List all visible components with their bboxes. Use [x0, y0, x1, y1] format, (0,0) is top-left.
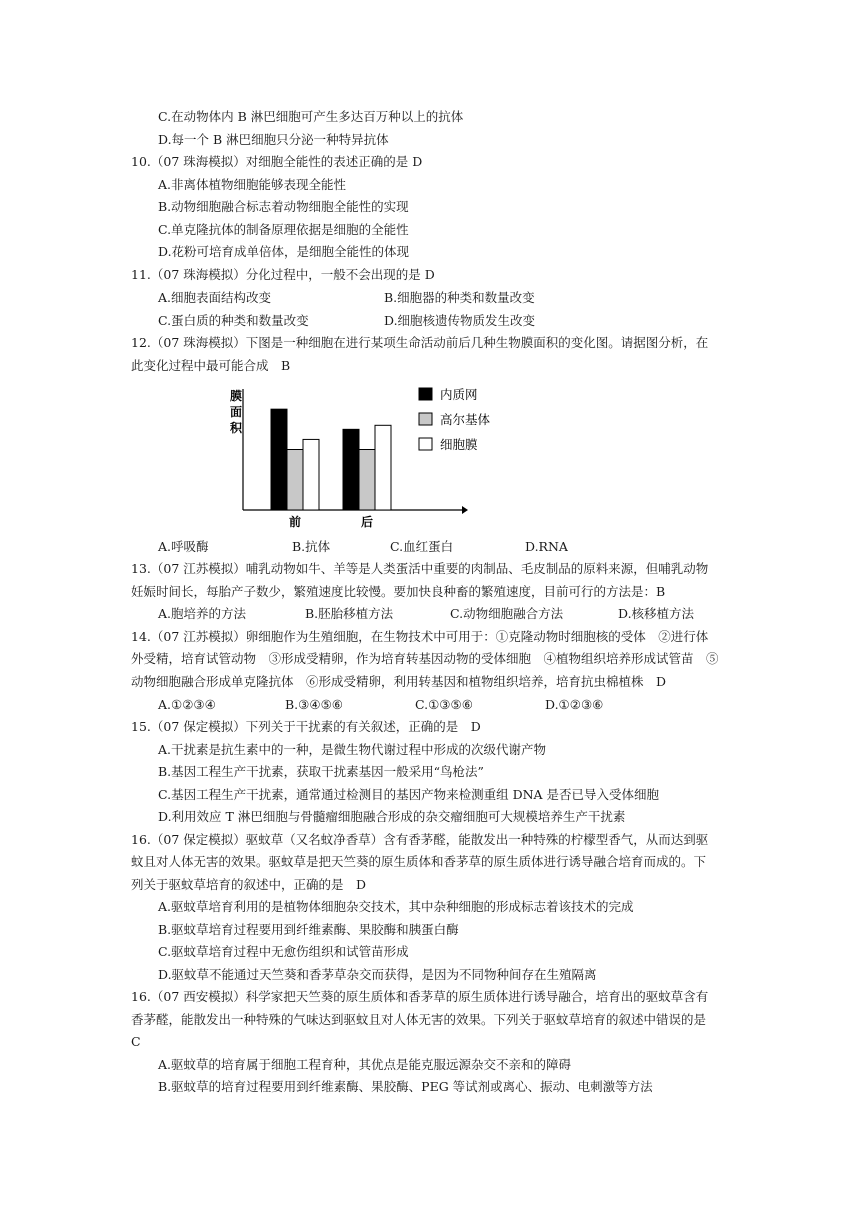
text-line: A.非离体植物细胞能够表现全能性 — [158, 177, 347, 192]
y-axis-label-1: 膜 — [230, 389, 243, 403]
option: D.细胞核遗传物质发生改变 — [384, 313, 536, 328]
question-12: 12.（07 珠海模拟）下图是一种细胞在进行某项生命活动前后几种生物膜面积的变化图。请据图分析，在 — [131, 335, 709, 350]
text-line: C.单克隆抗体的制备原理依据是细胞的全能性 — [158, 222, 409, 237]
bar-内质网-前 — [271, 409, 287, 510]
text-line: D.驱蚊草不能通过天竺葵和香茅草杂交而获得，是因为不同物种间存在生殖隔离 — [158, 967, 597, 982]
text-line: D.花粉可培育成单倍体，是细胞全能性的体现 — [158, 244, 410, 259]
bar-细胞膜-后 — [375, 425, 391, 510]
legend-swatch — [419, 438, 432, 450]
text-line: 外受精，培育试管动物 ③形成受精卵，作为培育转基因动物的受体细胞 ④植物组织培养形成试管苗 ⑤ — [131, 651, 719, 666]
option: B.胚胎移植方法 — [305, 606, 394, 621]
bar-高尔基体-后 — [359, 450, 375, 511]
question-10: 10.（07 珠海模拟）对细胞全能性的表述正确的是 D — [131, 154, 423, 169]
option: D.核移植方法 — [618, 606, 695, 621]
text-line: A.干扰素是抗生素中的一种，是微生物代谢过程中形成的次级代谢产物 — [158, 742, 547, 757]
option: D.①②③⑥ — [545, 697, 604, 712]
membrane-area-chart — [222, 378, 502, 530]
text-line: C.基因工程生产干扰素，通常通过检测目的基因产物来检测重组 DNA 是否已导入受体细胞 — [158, 787, 660, 802]
text-line: 香茅醛，能散发出一种特殊的气味达到驱蚊且对人体无害的效果。下列关于驱蚊草培育的叙述中错误的是 — [131, 1012, 707, 1027]
question-16: 16.（07 保定模拟）驱蚊草（又名蚊净香草）含有香茅醛，能散发出一种特殊的柠檬型香气，从而达到驱 — [131, 832, 709, 847]
text-line: D.利用效应 T 淋巴细胞与骨髓瘤细胞融合形成的杂交瘤细胞可大规模培养生产干扰素 — [158, 809, 626, 824]
option: A.细胞表面结构改变 — [158, 290, 272, 305]
legend-swatch — [419, 413, 432, 425]
text-line: 列关于驱蚊草培育的叙述中，正确的是 D — [131, 877, 367, 892]
text-line: 此变化过程中最可能合成 B — [131, 358, 291, 373]
question-16b: 16.（07 西安模拟）科学家把天竺葵的原生质体和香茅草的原生质体进行诱导融合，培育出的驱蚊草含有 — [131, 989, 709, 1004]
bar-内质网-后 — [343, 429, 359, 510]
text-line: C — [131, 1034, 141, 1049]
bar-高尔基体-前 — [287, 450, 303, 511]
text-line: A.驱蚊草培育利用的是植物体细胞杂交技术，其中杂种细胞的形成标志着该技术的完成 — [158, 899, 634, 914]
x-axis-arrow — [462, 506, 468, 514]
legend-label: 细胞膜 — [440, 437, 478, 452]
option: B.细胞器的种类和数量改变 — [384, 290, 535, 305]
option: D.RNA — [525, 539, 568, 554]
option: C.①③⑤⑥ — [415, 697, 473, 712]
option: C.动物细胞融合方法 — [450, 606, 564, 621]
legend-label: 内质网 — [440, 387, 478, 402]
bar-细胞膜-前 — [303, 439, 319, 510]
text-line: A.驱蚊草的培育属于细胞工程育种，其优点是能克服远源杂交不亲和的障碍 — [158, 1057, 572, 1072]
x-tick-label: 前 — [288, 515, 302, 529]
text-line: C.在动物体内 B 淋巴细胞可产生多达百万种以上的抗体 — [158, 109, 464, 124]
question-14: 14.（07 江苏模拟）卵细胞作为生殖细胞，在生物技术中可用于：①克隆动物时细胞核的受体 ②进行体 — [131, 629, 709, 644]
question-11: 11.（07 珠海模拟）分化过程中，一般不会出现的是 D — [131, 267, 435, 282]
y-axis-label-3: 积 — [230, 421, 243, 435]
text-line: B.驱蚊草培育过程要用到纤维素酶、果胶酶和胰蛋白酶 — [158, 922, 459, 937]
option: A.胞培养的方法 — [158, 606, 247, 621]
question-13: 13.（07 江苏模拟）哺乳动物如牛、羊等是人类蛋活中重要的肉制品、毛皮制品的原料来源，但哺乳动物 — [131, 561, 709, 576]
text-line: B.驱蚊草的培育过程要用到纤维素酶、果胶酶、PEG 等试剂或离心、振动、电刺激等方法 — [158, 1079, 653, 1094]
text-line: C.驱蚊草培育过程中无愈伤组织和试管苗形成 — [158, 944, 409, 959]
option: A.①②③④ — [158, 697, 216, 712]
option: A.呼吸酶 — [158, 539, 209, 554]
text-line: 动物细胞融合形成单克隆抗体 ⑥形成受精卵，利用转基因和植物组织培养，培育抗虫棉植株 D — [131, 674, 667, 689]
option: C.血红蛋白 — [390, 539, 454, 554]
text-line: B.基因工程生产干扰素，获取干扰素基因一般采用“鸟枪法” — [158, 764, 484, 779]
option: C.蛋白质的种类和数量改变 — [158, 313, 309, 328]
x-tick-label: 后 — [360, 515, 374, 529]
option: B.抗体 — [292, 539, 331, 554]
text-line: 蚊且对人体无害的效果。驱蚊草是把天竺葵的原生质体和香茅草的原生质体进行诱导融合培育而成的。下 — [131, 854, 707, 869]
y-axis-label-2: 面 — [230, 405, 243, 419]
text-line: D.每一个 B 淋巴细胞只分泌一种特异抗体 — [158, 132, 389, 147]
option: B.③④⑤⑥ — [285, 697, 343, 712]
text-line: 妊娠时间长，每胎产子数少，繁殖速度比较慢。要加快良种畜的繁殖速度，目前可行的方法是：B — [131, 584, 666, 599]
legend-swatch — [419, 388, 432, 400]
legend-label: 高尔基体 — [440, 412, 491, 427]
text-line: B.动物细胞融合标志着动物细胞全能性的实现 — [158, 199, 409, 214]
question-15: 15.（07 保定模拟）下列关于干扰素的有关叙述，正确的是 D — [131, 719, 481, 734]
